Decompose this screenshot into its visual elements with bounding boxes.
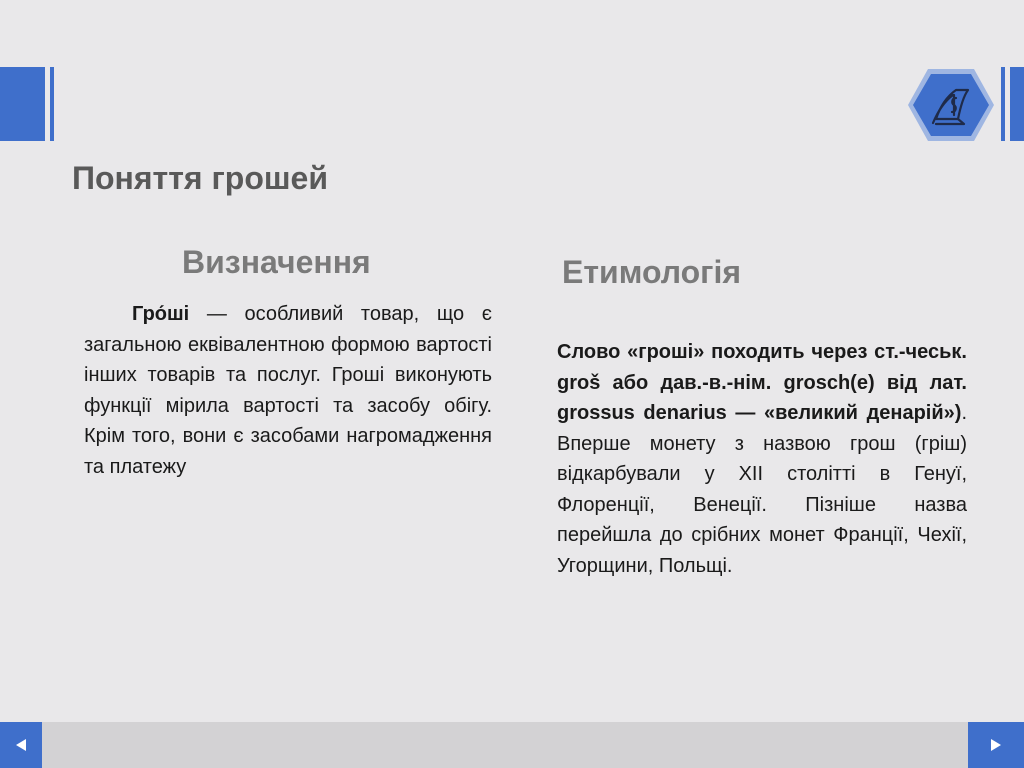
etymology-heading: Етимологія [562,254,742,290]
money-banknote-icon [906,67,996,143]
next-slide-button[interactable] [968,722,1024,768]
right-accent-block [1010,67,1024,141]
triangle-left-icon [14,738,28,752]
triangle-right-icon [989,738,1003,752]
definition-text [84,299,492,482]
etymology-bold: Слово «гроші» походить через ст.-чеськ. groš або дав.-в.-нім. grosch(e) від лат. grossus denarius — «великий денарій») [557,341,967,424]
left-accent-block [0,67,45,141]
page-title: Поняття грошей [72,160,329,196]
etymology-body: . Вперше монету з назвою грош (гріш) відкарбували у XII столітті в Генуї, Флоренції, Венеції. Пізніше назва перейшла до срібних монет Франції, Чехії, Угорщини, Польщі. [557,402,967,577]
definition-heading: Визначення [182,244,371,280]
definition-body: — особливий товар, що є загальною еквівалентною формою вартості інших товарів та послуг. Гроші виконують функції мірила вартості та засобу обігу. Крім того, вони є засобами нагромадження та платежу [84,303,492,478]
bottom-navigation-bar [0,722,1024,768]
previous-slide-button[interactable] [0,722,42,768]
definition-term: Гро́ші [132,303,190,325]
right-accent-line [1001,67,1005,141]
left-accent-line [50,67,54,141]
etymology-text [557,337,967,581]
